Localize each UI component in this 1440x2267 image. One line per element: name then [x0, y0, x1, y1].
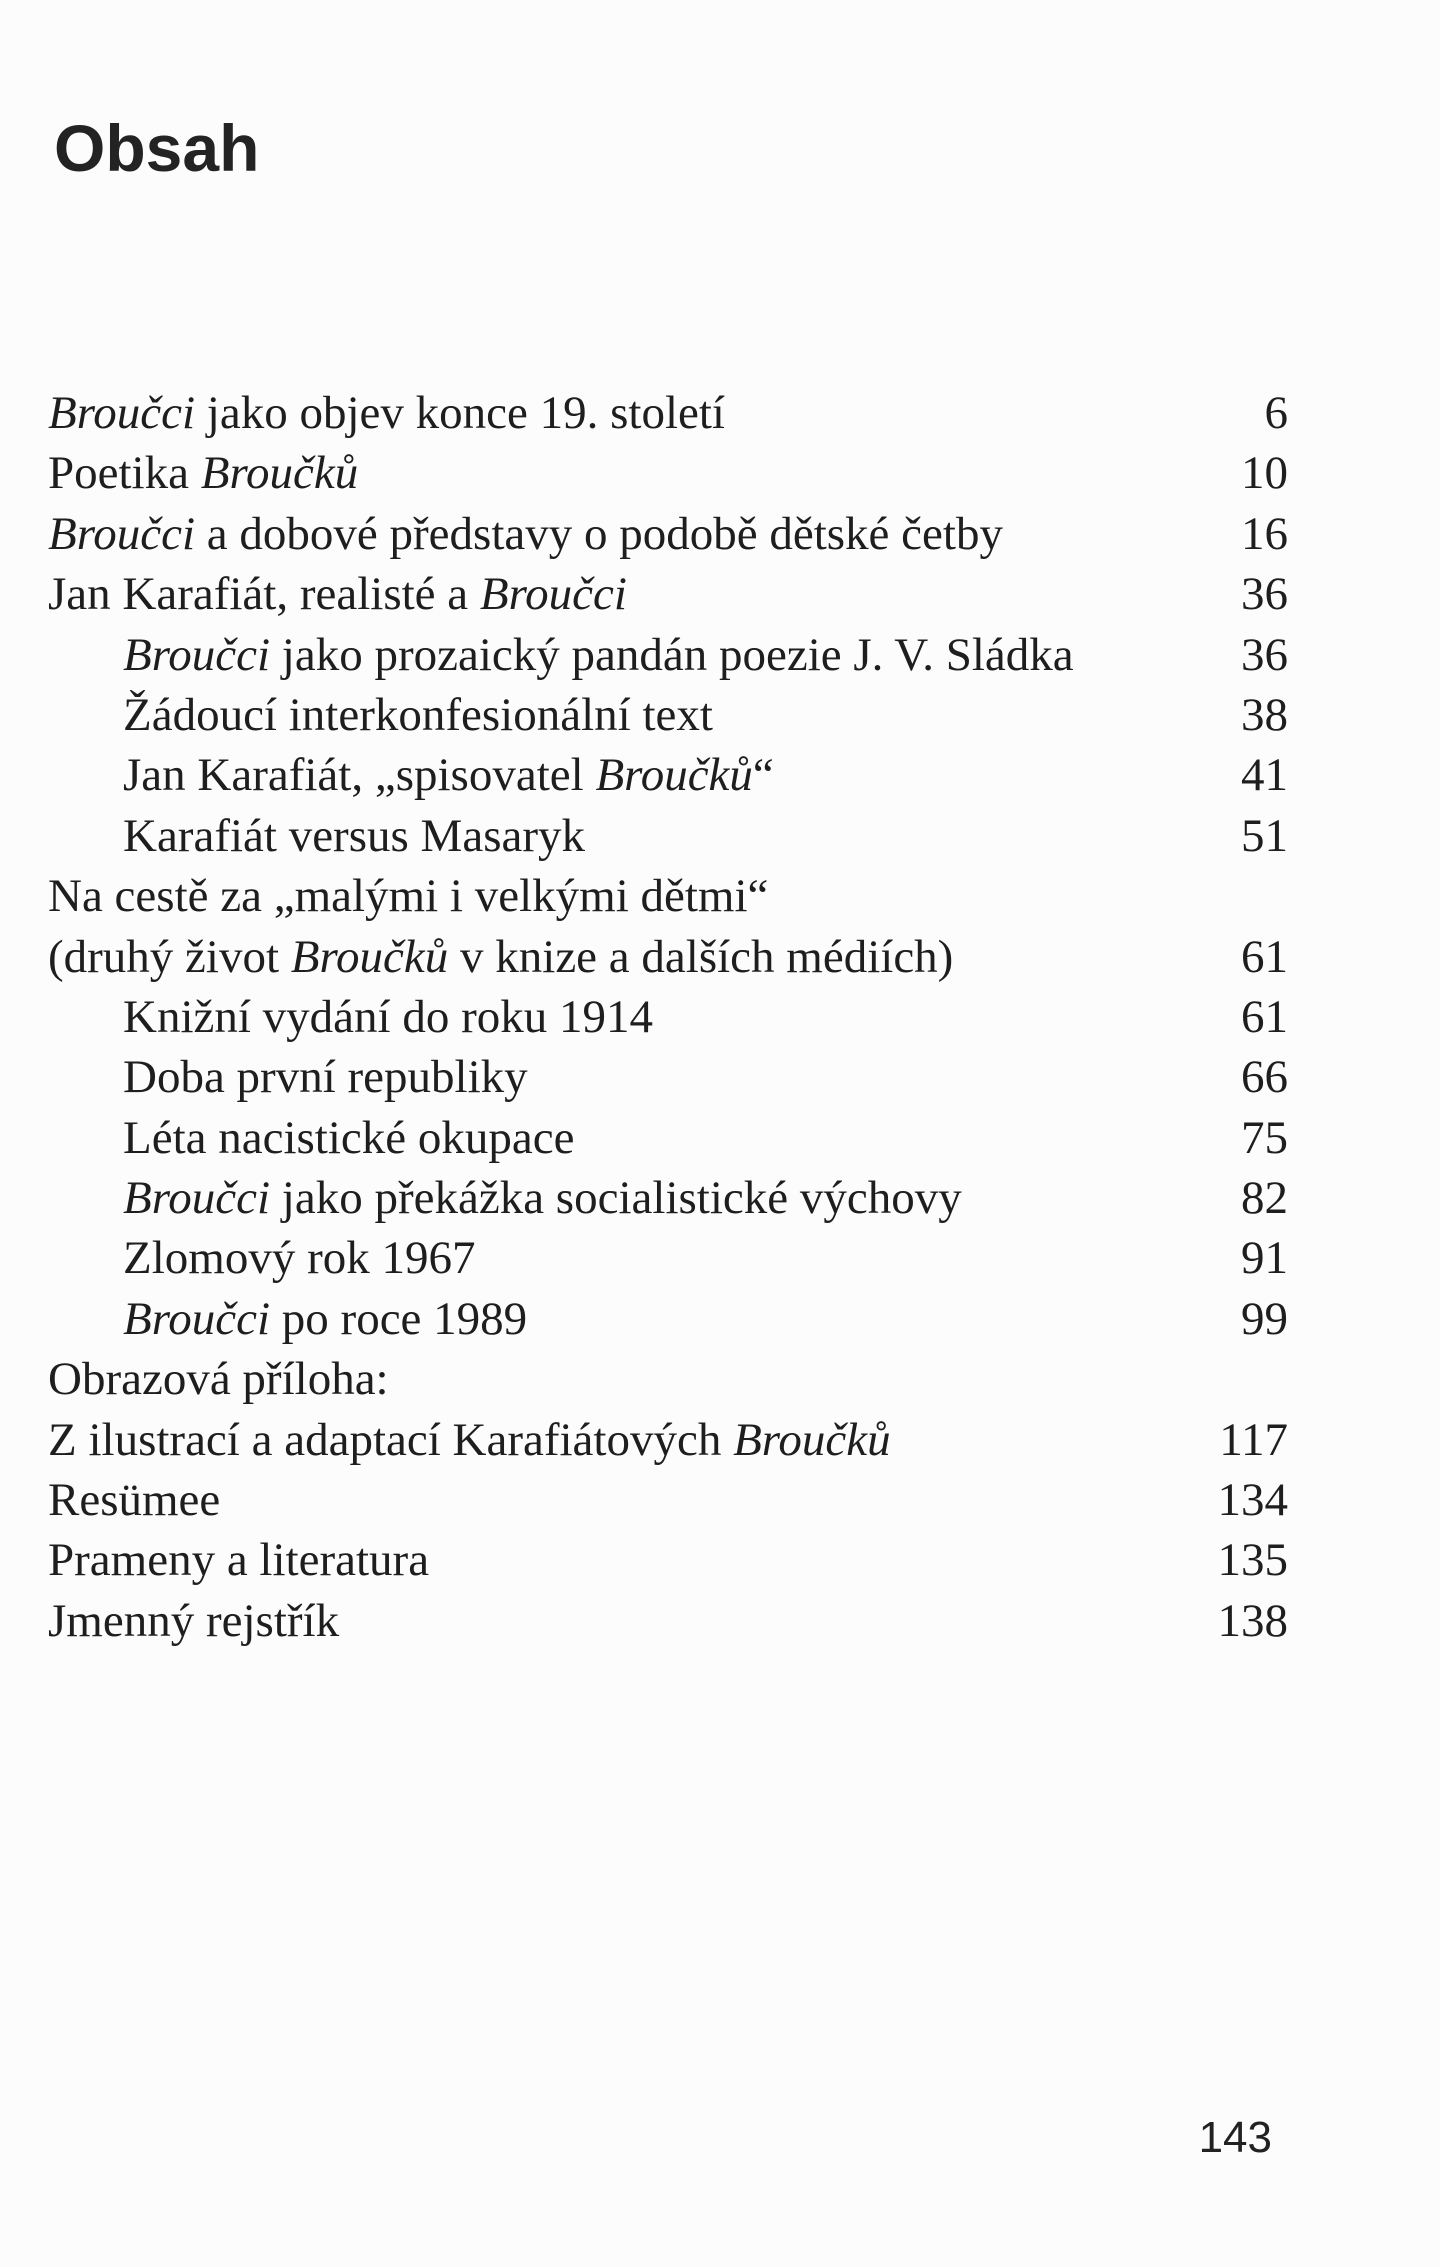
- toc-title-italic-segment: Broučci: [123, 1292, 271, 1345]
- toc-entry-page-number: 36: [1241, 628, 1288, 681]
- toc-title-italic-segment: Broučci: [479, 568, 627, 621]
- toc-entry-title: [48, 1349, 389, 1409]
- toc-title-italic-segment: Broučků: [290, 930, 449, 983]
- toc-entry-page-number: 82: [1241, 1172, 1288, 1225]
- toc-entry-page-number: 75: [1241, 1111, 1288, 1164]
- toc-entry-page-number: 117: [1219, 1413, 1288, 1466]
- toc-entry-page-number: 16: [1241, 507, 1288, 560]
- toc-entry: [48, 745, 1288, 805]
- toc-title-segment: Jmenný rejstřík: [48, 1594, 340, 1647]
- toc-entry-page-number: 66: [1241, 1051, 1288, 1104]
- toc-entry: [48, 1410, 1288, 1470]
- toc-title-segment: v knize a dalších médiích): [448, 930, 954, 983]
- toc-entry-title: [48, 1047, 528, 1107]
- toc-entry-title: [48, 1168, 962, 1228]
- toc-title-italic-segment: Broučci: [48, 387, 196, 439]
- toc-title-segment: Žádoucí interkonfesionální text: [123, 688, 713, 741]
- toc-entry-title: [48, 443, 358, 503]
- toc-title-segment: po roce 1989: [270, 1292, 528, 1345]
- toc-entry-title: [48, 1228, 475, 1288]
- toc-entry: [48, 927, 1288, 987]
- toc-title-italic-segment: Broučků: [200, 447, 359, 500]
- toc-title-italic-segment: Broučků: [733, 1413, 891, 1466]
- toc-entry-page-number: 10: [1241, 447, 1288, 500]
- toc-entry: [48, 504, 1288, 564]
- toc-title-segment: “: [752, 749, 774, 802]
- toc-entry: [48, 866, 1288, 926]
- toc-title-italic-segment: Broučků: [595, 749, 753, 802]
- toc-entry: [48, 1591, 1288, 1651]
- toc-entry-title: [48, 866, 768, 926]
- toc-title-segment: Doba první republiky: [123, 1051, 528, 1104]
- toc-entry: [48, 1470, 1288, 1530]
- toc-title-segment: Poetika: [48, 447, 201, 500]
- toc-entry-title: [48, 625, 1074, 685]
- toc-entry-title: [48, 745, 774, 805]
- toc-entry-page-number: 99: [1241, 1292, 1288, 1345]
- toc-title-segment: jako objev konce 19. století: [195, 387, 725, 439]
- toc-entry-title: [48, 504, 1003, 564]
- toc-entry-page-number: 135: [1217, 1534, 1288, 1587]
- toc-entry: [48, 1289, 1288, 1349]
- toc-title-segment: (druhý život: [48, 930, 291, 983]
- toc-title-segment: Léta nacistické okupace: [123, 1111, 575, 1164]
- toc-entry: [48, 987, 1288, 1047]
- toc-entry: [48, 1108, 1288, 1168]
- toc-entry-page-number: 91: [1241, 1232, 1288, 1285]
- page-title: Obsah: [54, 111, 260, 185]
- toc-title-segment: jako překážka socialistické výchovy: [270, 1172, 962, 1225]
- toc-entry: [48, 1349, 1288, 1409]
- toc-title-segment: a dobové představy o podobě dětské četby: [195, 507, 1003, 560]
- toc-title-segment: Jan Karafiát, realisté a: [48, 568, 480, 621]
- toc-entry-title: [48, 1591, 339, 1651]
- toc-title-segment: Zlomový rok 1967: [123, 1232, 476, 1285]
- toc-entry: [48, 443, 1288, 503]
- toc-entry-page-number: 138: [1217, 1594, 1288, 1647]
- toc-title-segment: jako prozaický pandán poezie J. V. Sládka: [270, 628, 1074, 681]
- toc-entry-page-number: 36: [1241, 568, 1288, 621]
- toc-title-segment: Jan Karafiát, „spisovatel: [123, 749, 596, 802]
- toc-entry: [48, 1530, 1288, 1590]
- toc-title-segment: Na cestě za „malými i velkými dětmi“: [48, 870, 769, 923]
- toc-entry-title: [48, 383, 725, 443]
- toc-entry: [48, 1168, 1288, 1228]
- toc-entry: [48, 1228, 1288, 1288]
- toc-entry: [48, 685, 1288, 745]
- toc-entry-page-number: 6: [1264, 387, 1288, 439]
- toc-entry-page-number: 61: [1241, 930, 1288, 983]
- toc-entry-title: [48, 927, 953, 987]
- toc-entry-page-number: 38: [1241, 688, 1288, 741]
- toc-title-segment: Prameny a literatura: [48, 1534, 430, 1587]
- toc-entry-title: [48, 1530, 429, 1590]
- toc-entry: [48, 806, 1288, 866]
- toc-title-italic-segment: Broučci: [48, 507, 196, 560]
- toc-entry-page-number: 61: [1241, 990, 1288, 1043]
- toc-title-segment: Obrazová příloha:: [48, 1353, 389, 1406]
- toc-entry-title: [48, 564, 627, 624]
- toc-title-segment: Resümee: [48, 1474, 221, 1527]
- toc-entry-title: [48, 806, 585, 866]
- toc-entry-title: [48, 1289, 527, 1349]
- toc-entry-title: [48, 1410, 891, 1470]
- toc-title-italic-segment: Broučci: [123, 628, 271, 681]
- toc-entry-page-number: 41: [1241, 749, 1288, 802]
- toc-title-segment: Z ilustrací a adaptací Karafiátových: [48, 1413, 734, 1466]
- toc-entry: [48, 383, 1288, 443]
- toc-entry-page-number: 134: [1217, 1474, 1288, 1527]
- toc-entry: [48, 625, 1288, 685]
- toc-title-segment: Knižní vydání do roku 1914: [123, 990, 653, 1043]
- page-number: 143: [1198, 2113, 1272, 2162]
- toc-entry-title: [48, 1470, 220, 1530]
- toc-title-italic-segment: Broučci: [123, 1172, 271, 1225]
- toc-entry-title: [48, 1108, 574, 1168]
- toc-entry: [48, 564, 1288, 624]
- toc-entry-title: [48, 987, 653, 1047]
- toc-entry: [48, 1047, 1288, 1107]
- table-of-contents: [48, 383, 1288, 1651]
- toc-entry-title: [48, 685, 713, 745]
- toc-entry-page-number: 51: [1241, 809, 1288, 862]
- toc-title-segment: Karafiát versus Masaryk: [123, 809, 585, 862]
